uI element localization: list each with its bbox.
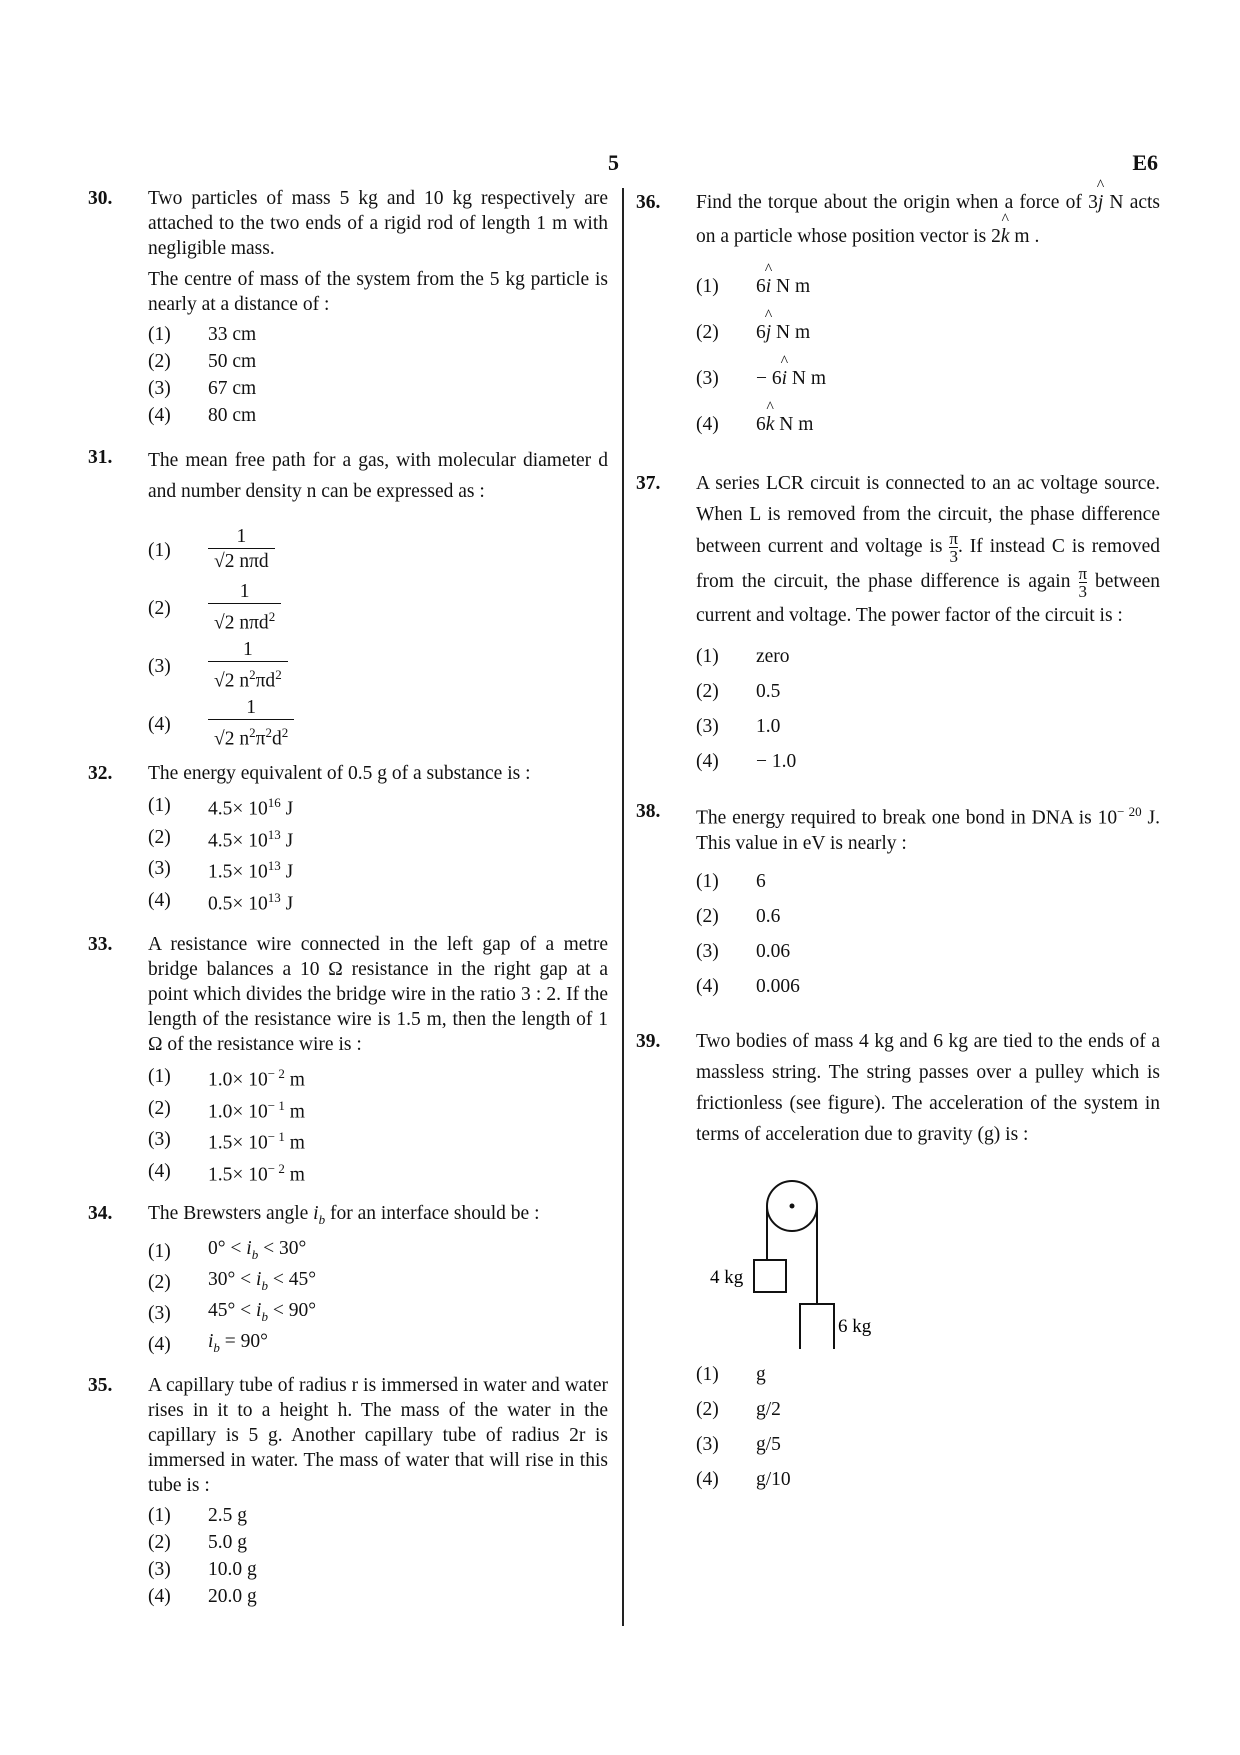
options	[148, 521, 608, 753]
option-number: (2)	[148, 1271, 171, 1293]
option-4[interactable]	[696, 1462, 1160, 1497]
fraction	[208, 697, 294, 752]
option-3[interactable]	[148, 637, 608, 695]
option-1[interactable]	[148, 1502, 608, 1529]
option-3[interactable]	[148, 375, 608, 402]
option-number: (4)	[148, 1586, 171, 1608]
question-stem: Find the torque about the origin when a force of 3^ j N acts on a particle whose position vector is 2^ k m .	[696, 186, 1160, 254]
option-number: (4)	[148, 1333, 171, 1355]
question-35	[88, 1373, 608, 1610]
option-number: (4)	[696, 414, 719, 435]
option-4[interactable]	[148, 1583, 608, 1610]
sqrt-2: √2	[214, 728, 235, 750]
option-3[interactable]	[696, 709, 1160, 744]
option-4[interactable]	[148, 885, 608, 917]
numerator: 1	[239, 580, 250, 602]
option-number: (3)	[696, 716, 719, 737]
sqrt-2: √2	[214, 670, 235, 692]
paper-code: E6	[1132, 150, 1158, 175]
option-text: 80 cm	[208, 405, 257, 426]
option-number: (1)	[148, 324, 171, 345]
option-text: zero	[756, 646, 790, 667]
option-number: (2)	[148, 826, 171, 848]
exponent: 2	[281, 724, 289, 740]
question-33	[88, 932, 608, 1187]
page-number: 5	[608, 150, 619, 175]
question-stem: The energy equivalent of 0.5 g of a substance is :	[148, 763, 531, 784]
option-text: $i_b = 90^\circ$	[208, 1330, 268, 1355]
option-number: (3)	[148, 655, 171, 677]
option-number: (3)	[148, 1302, 171, 1324]
option-number: (3)	[148, 1129, 171, 1151]
question-37	[636, 468, 1160, 779]
question-stem: The mean free path for a gas, with molecular diameter d and number density n can be expressed as :	[148, 450, 608, 502]
option-number: (2)	[148, 597, 171, 619]
option-text: $4.5\times 10^{13}$ J	[208, 826, 294, 851]
option-4[interactable]	[148, 1329, 608, 1360]
option-number: (4)	[148, 889, 171, 911]
mass-label-4kg: 4 kg	[710, 1266, 744, 1288]
question-stem: A capillary tube of radius r is immersed in water and water rises in it to a height h. The mass of the water in the capillary is 5 g. Another capillary tube of radius 2r is immersed in water. The mass of water that will rise in this tube is :	[148, 1375, 608, 1497]
options	[696, 1357, 1160, 1497]
option-number: (3)	[696, 368, 719, 389]
question-38	[636, 799, 1160, 1004]
option-text: 5.0 g	[208, 1532, 247, 1554]
right-column	[636, 186, 1160, 1497]
option-4[interactable]	[696, 969, 1160, 1004]
fraction	[208, 639, 288, 694]
exponent: 2	[275, 666, 282, 682]
option-2[interactable]	[148, 822, 608, 854]
options	[696, 639, 1160, 779]
sqrt-2: √2	[214, 612, 235, 634]
option-2[interactable]	[696, 899, 1160, 934]
option-number: (3)	[148, 858, 171, 880]
exponent: 2	[265, 724, 272, 740]
question-number: 35.	[88, 1375, 113, 1397]
option-number: (1)	[148, 1066, 171, 1088]
option-text: $1.0\times 10^{- 1}$ m	[208, 1097, 305, 1122]
options	[696, 264, 1160, 448]
option-text: $0^\circ < i_b < 30^\circ$	[208, 1237, 307, 1262]
option-text: 0.06	[756, 940, 791, 962]
option-number: (3)	[148, 1559, 171, 1581]
numerator: 1	[236, 526, 247, 547]
pulley-figure	[696, 1174, 916, 1349]
numerator: 1	[242, 638, 253, 660]
option-number: (2)	[148, 1532, 171, 1554]
options	[148, 1236, 608, 1360]
option-number: (2)	[696, 905, 719, 927]
option-number: (1)	[696, 1363, 719, 1385]
option-2[interactable]	[148, 1093, 608, 1125]
option-text: g/10	[756, 1468, 791, 1490]
fraction: $\frac{\pi}{3}$	[1078, 564, 1088, 601]
option-4[interactable]	[148, 1156, 608, 1188]
option-text: − 6^ i N m	[756, 362, 1160, 396]
options	[148, 321, 608, 429]
option-1[interactable]	[148, 521, 608, 579]
option-2[interactable]	[696, 674, 1160, 709]
option-number: (4)	[696, 1468, 719, 1490]
den-text: nπd	[239, 551, 269, 572]
option-number: (2)	[696, 681, 719, 702]
denominator	[208, 603, 281, 636]
options	[696, 864, 1160, 1004]
den-text: n	[239, 728, 250, 750]
option-text: $1.5\times 10^{- 2}$ m	[208, 1160, 305, 1185]
question-number: 31.	[88, 447, 113, 468]
option-number: (2)	[148, 1097, 171, 1119]
denominator	[208, 719, 294, 752]
option-number: (1)	[696, 646, 719, 667]
option-4[interactable]	[148, 695, 608, 753]
question-number: 30.	[88, 188, 113, 209]
option-number: (1)	[148, 539, 171, 561]
option-number: (4)	[148, 1160, 171, 1182]
option-4[interactable]	[696, 744, 1160, 779]
question-34	[88, 1201, 608, 1359]
option-number: (4)	[696, 751, 719, 772]
option-3[interactable]	[148, 1298, 608, 1329]
option-text: $30^\circ < i_b < 45^\circ$	[208, 1268, 317, 1293]
option-4[interactable]	[696, 402, 1160, 448]
den-text: n	[239, 670, 250, 692]
exponent: 2	[249, 666, 256, 682]
den-text: πd	[255, 670, 276, 692]
left-column	[88, 186, 608, 1610]
option-1[interactable]	[148, 321, 608, 348]
question-stem: Two particles of mass 5 kg and 10 kg respectively are attached to the two ends of a rigid rod of length 1 m with negligible mass.	[148, 188, 608, 259]
mass-label-6kg: 6 kg	[838, 1315, 872, 1337]
question-stem: The energy required to break one bond in DNA is $10^{- 20}$ J. This value in eV is nearly :	[696, 804, 1160, 854]
question-39	[636, 1026, 1160, 1497]
option-text: 6^ k N m	[756, 408, 1160, 442]
option-text: g/2	[756, 1398, 781, 1420]
den-text: π	[255, 728, 266, 750]
option-2[interactable]	[148, 1267, 608, 1298]
option-2[interactable]	[148, 579, 608, 637]
options	[148, 1502, 608, 1610]
exponent: 2	[268, 608, 276, 624]
column-divider	[622, 188, 624, 1626]
option-text: 6^ j N m	[756, 316, 1160, 350]
option-text: 0.006	[756, 975, 800, 997]
option-number: (4)	[148, 405, 171, 426]
option-3[interactable]	[148, 1556, 608, 1583]
option-1[interactable]	[696, 1357, 1160, 1392]
option-text: $1.5\times 10^{13}$ J	[208, 858, 294, 883]
question-36	[636, 186, 1160, 448]
option-number: (3)	[696, 1433, 719, 1455]
fraction: $\frac{\pi}{3}$	[949, 529, 958, 566]
option-number: (2)	[148, 351, 171, 372]
den-text: d	[271, 728, 282, 750]
option-2[interactable]	[148, 348, 608, 375]
option-2[interactable]	[148, 1529, 608, 1556]
question-number: 39.	[636, 1030, 661, 1052]
option-3[interactable]	[696, 934, 1160, 969]
question-stem: A series LCR circuit is connected to an ac voltage source. When L is removed from the circuit, the phase difference between current and voltage is $\frac{\pi}{3}$ . If instead C is removed from the circuit, the phase difference is again $\frac{\pi}{3}$ between current and voltage. The power factor of the circuit is :	[696, 473, 1161, 626]
exponent: 2	[249, 724, 256, 740]
denominator	[208, 661, 288, 694]
option-text: $0.5\times 10^{13}$ J	[208, 889, 294, 914]
den-text: nπd	[239, 612, 269, 634]
option-3[interactable]	[148, 853, 608, 885]
option-1[interactable]	[696, 639, 1160, 674]
question-number: 37.	[636, 473, 661, 494]
option-number: (3)	[148, 378, 171, 399]
option-4[interactable]	[148, 402, 608, 429]
option-text: g/5	[756, 1433, 781, 1455]
question-stem: Two bodies of mass 4 kg and 6 kg are tied to the ends of a massless string. The string passes over a pulley which is frictionless (see figure). The acceleration of the system in terms of acceleration due to gravity (g) is :	[696, 1030, 1160, 1145]
option-3[interactable]	[696, 1427, 1160, 1462]
numerator: 1	[246, 696, 256, 718]
option-number: (1)	[148, 795, 171, 817]
option-number: (1)	[696, 870, 719, 892]
option-number: (1)	[696, 276, 719, 297]
option-1[interactable]	[148, 1236, 608, 1267]
option-1[interactable]	[696, 864, 1160, 899]
option-text: 50 cm	[208, 351, 257, 372]
option-number: (3)	[696, 940, 719, 962]
option-text: 10.0 g	[208, 1559, 257, 1581]
options	[148, 1061, 608, 1187]
question-stem-continued: The centre of mass of the system from the 5 kg particle is nearly at a distance of :	[148, 269, 608, 315]
mass-block-4kg	[754, 1260, 786, 1292]
option-1[interactable]	[148, 1061, 608, 1093]
option-number: (4)	[148, 713, 171, 735]
option-number: (1)	[148, 1240, 171, 1262]
option-number: (4)	[696, 975, 719, 997]
fraction	[208, 581, 281, 636]
option-text: 67 cm	[208, 378, 257, 399]
fraction	[208, 526, 275, 574]
question-stem: A resistance wire connected in the left gap of a metre bridge balances a 10 Ω resistance in the right gap at a point which divides the bridge wire in the ratio 3 : 2. If the length of the resistance wire is 1.5 m, then the length of 1 Ω of the resistance wire is :	[148, 934, 608, 1055]
option-1[interactable]	[148, 790, 608, 822]
option-2[interactable]	[696, 310, 1160, 356]
option-text: $1.0\times 10^{- 2}$ m	[208, 1066, 305, 1091]
option-text: g	[756, 1363, 766, 1385]
question-number: 33.	[88, 934, 113, 955]
question-31	[88, 445, 608, 753]
option-number: (2)	[696, 1398, 719, 1420]
question-30	[88, 186, 608, 429]
question-number: 38.	[636, 801, 661, 822]
question-32	[88, 761, 608, 916]
option-text: 1.0	[756, 716, 781, 737]
option-text: 33 cm	[208, 324, 257, 345]
question-stem: The Brewsters angle $i_b$ for an interface should be :	[148, 1203, 540, 1227]
option-text: $45^\circ < i_b < 90^\circ$	[208, 1299, 317, 1324]
options	[148, 790, 608, 916]
option-text: 2.5 g	[208, 1505, 247, 1527]
option-2[interactable]	[696, 1392, 1160, 1427]
sqrt-2: √2	[214, 551, 235, 572]
option-text: $1.5\times 10^{- 1}$ m	[208, 1129, 305, 1154]
question-number: 34.	[88, 1203, 113, 1224]
pulley-axle	[790, 1203, 795, 1208]
option-number: (2)	[696, 322, 719, 343]
question-number: 36.	[636, 192, 661, 213]
option-text: − 1.0	[756, 751, 797, 772]
option-number: (1)	[148, 1505, 171, 1527]
mass-block-6kg	[800, 1304, 834, 1349]
option-text: 0.5	[756, 681, 781, 702]
option-3[interactable]	[148, 1124, 608, 1156]
option-text: 0.6	[756, 905, 781, 927]
question-number: 32.	[88, 763, 113, 784]
option-text: $4.5\times 10^{16}$ J	[208, 795, 294, 820]
denominator	[208, 548, 275, 574]
option-text: 6^ i N m	[756, 270, 1160, 304]
option-text: 20.0 g	[208, 1586, 257, 1608]
option-text: 6	[756, 870, 766, 892]
